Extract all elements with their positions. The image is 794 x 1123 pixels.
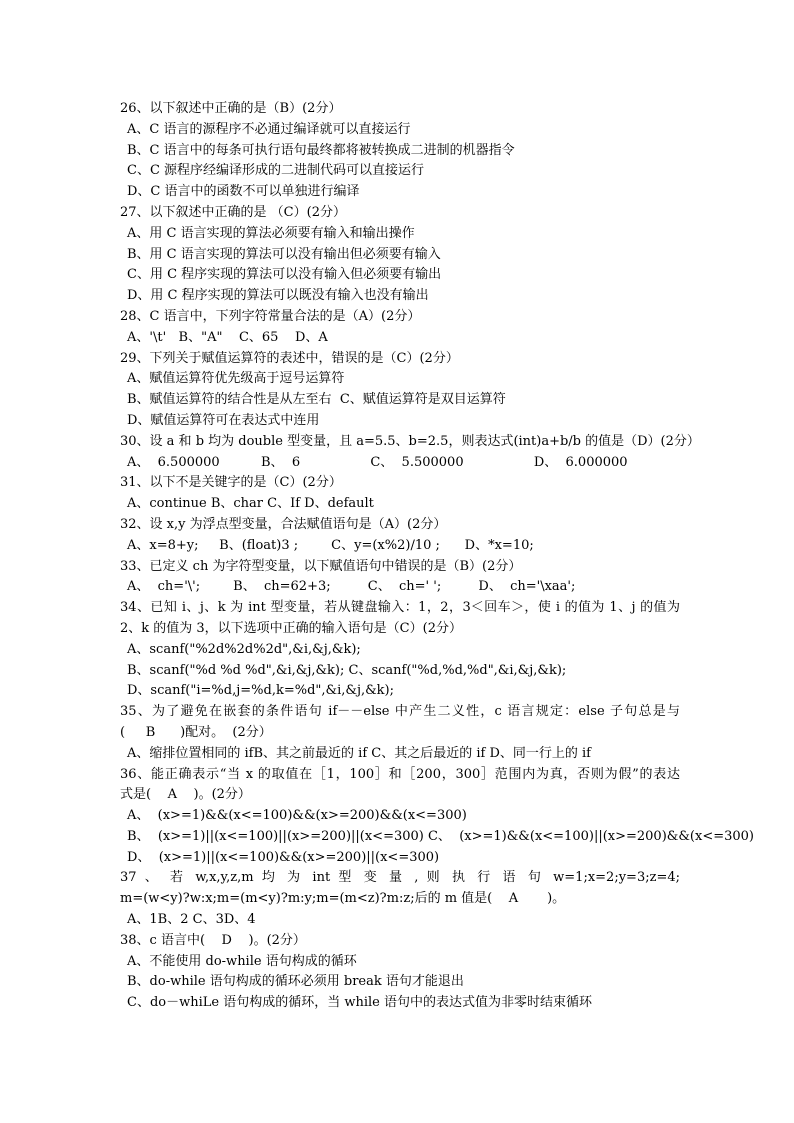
answer-option-line: B、赋值运算符的结合性是从左至右 C、赋值运算符是双目运算符 (127, 392, 506, 408)
answer-option-line: A、'\t' B、"A" C、65 D、A (127, 329, 328, 345)
answer-option-line: C、C 源程序经编译形成的二进制代码可以直接运行 (127, 163, 425, 179)
question-line: 37 、 若 w,x,y,z,m 均 为 int 型 变 量 , 则 执 行 语 句 w=1;x=2;y=3;z=4; (120, 870, 680, 886)
question-line: 式是( A )。(2分） (120, 787, 251, 803)
question-line: m=(w<y)?w:x;m=(m<y)?m:y;m=(m<z)?m:z;后的 m 值是( A )。 (120, 891, 566, 907)
answer-option-line: D、赋值运算符可在表达式中连用 (127, 412, 320, 428)
answer-option-line: A、缩排位置相同的 ifB、其之前最近的 if C、其之后最近的 if D、同一行上的 if (127, 745, 591, 761)
answer-option-line: A、用 C 语言实现的算法必须要有输入和输出操作 (127, 225, 415, 241)
question-line: 33、已定义 ch 为字符型变量，以下赋值语句中错误的是（B）(2分） (120, 558, 522, 574)
answer-option-line: A、scanf("%2d%2d%2d",&i,&j,&k); (127, 641, 361, 657)
question-line: 2、k 的值为 3，以下选项中正确的输入语句是（C）(2分） (120, 620, 462, 636)
question-line: 29、下列关于赋值运算符的表述中，错误的是（C）(2分） (120, 350, 459, 366)
question-line: 34、已知 i、j、k 为 int 型变量，若从键盘输入：1，2，3＜回车＞，使 i 的值为 1、j 的值为 (120, 600, 680, 616)
answer-option-line: D、用 C 程序实现的算法可以既没有输入也没有输出 (127, 288, 429, 304)
answer-option-line: D、 (x>=1)||(x<=100)&&(x>=200)||(x<=300) (127, 849, 440, 865)
answer-option-line: D、C 语言中的函数不可以单独进行编译 (127, 184, 360, 200)
question-line: 38、c 语言中( D )。(2分） (120, 932, 306, 948)
question-line: 30、设 a 和 b 均为 double 型变量，且 a=5.5、b=2.5，则表达式(int)a+b/b 的值是（D）(2分） (120, 433, 700, 449)
answer-option-line: A、不能使用 do-while 语句构成的循环 (127, 953, 357, 969)
answer-option-line: B、用 C 语言实现的算法可以没有输出但必须要有输入 (127, 246, 441, 262)
answer-option-line: A、赋值运算符优先级高于逗号运算符 (127, 371, 345, 387)
question-line: 32、设 x,y 为浮点型变量，合法赋值语句是（A）(2分） (120, 516, 447, 532)
answer-option-line: B、 (x>=1)||(x<=100)||(x>=200)||(x<=300) C、 (x>=1)&&(x<=100)||(x>=200)&&(x<=300) (127, 828, 754, 844)
answer-option-line: B、do-while 语句构成的循环必须用 break 语句才能退出 (127, 974, 464, 990)
answer-option-line: A、 6.500000 B、 6 C、 5.500000 D、 6.000000 (127, 454, 628, 470)
answer-option-line: D、scanf("i=%d,j=%d,k=%d",&i,&j,&k); (127, 683, 395, 699)
question-line: 35、为了避免在嵌套的条件语句 if－－else 中产生二义性，c 语言规定：else 子句总是与 (120, 704, 680, 720)
answer-option-line: C、用 C 程序实现的算法可以没有输入但必须要有输出 (127, 267, 442, 283)
question-line: 36、能正确表示“当 x 的取值在［1，100］和［200，300］范围内为真，否则为假”的表达 (120, 766, 680, 782)
question-line: 27、以下叙述中正确的是 （C）(2分） (120, 204, 346, 220)
question-line: 28、C 语言中，下列字符常量合法的是（A）(2分） (120, 308, 421, 324)
answer-option-line: C、do－whiLe 语句构成的循环，当 while 语句中的表达式值为非零时结束循环 (127, 995, 592, 1011)
answer-option-line: A、continue B、char C、If D、default (127, 496, 374, 512)
answer-option-line: B、scanf("%d %d %d",&i,&j,&k); C、scanf("%d,%d,%d",&i,&j,&k); (127, 662, 567, 678)
question-list (120, 99, 754, 1014)
question-line: ( B )配对。 (2分） (120, 724, 272, 740)
answer-option-line: B、C 语言中的每条可执行语句最终都将被转换成二进制的机器指令 (127, 142, 515, 158)
answer-option-line: A、 (x>=1)&&(x<=100)&&(x>=200)&&(x<=300) (127, 808, 467, 824)
answer-option-line: A、1B、2 C、3D、4 (127, 912, 256, 928)
question-line: 26、以下叙述中正确的是（B）(2分） (120, 101, 342, 116)
answer-option-line: A、C 语言的源程序不必通过编译就可以直接运行 (127, 121, 411, 137)
answer-option-line: A、x=8+y; B、(float)3 ; C、y=(x%2)/10 ; D、*x=10; (127, 537, 534, 553)
question-line: 31、以下不是关键字的是（C）(2分） (120, 475, 342, 491)
answer-option-line: A、 ch='\'; B、 ch=62+3; C、 ch=' '; D、 ch='\xaa'; (127, 579, 576, 595)
